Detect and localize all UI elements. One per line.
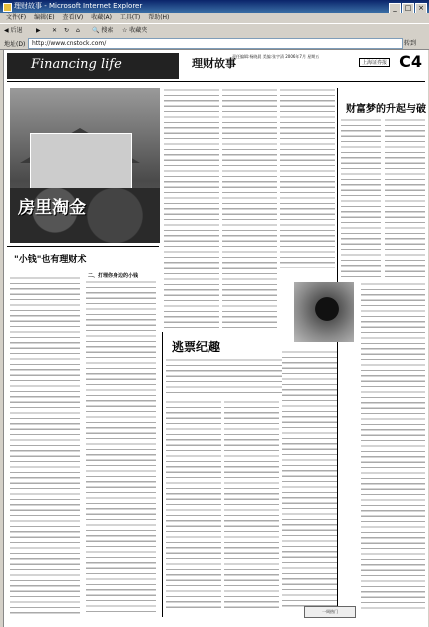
menu-favorites[interactable]: 收藏(A) bbox=[91, 14, 112, 21]
small-money-subtitle: 二、打理你身边的小钱 bbox=[88, 273, 139, 279]
menu-help[interactable]: 帮助(H) bbox=[148, 14, 170, 21]
escape-article-title: 逃票纪趣 bbox=[172, 340, 221, 354]
escape-col1 bbox=[166, 400, 221, 610]
forward-button[interactable]: ▶ bbox=[36, 27, 41, 34]
toolbar bbox=[0, 23, 429, 38]
window-titlebar bbox=[0, 0, 429, 13]
column-divider bbox=[337, 88, 338, 618]
maximize-button[interactable]: □ bbox=[402, 3, 414, 14]
search-label: 搜索 bbox=[101, 27, 114, 34]
address-bar bbox=[0, 37, 429, 50]
search-button[interactable]: 🔍 搜索 bbox=[92, 27, 114, 34]
window-title: 理财故事 - Microsoft Internet Explorer bbox=[14, 2, 143, 10]
escape-intro bbox=[166, 358, 291, 396]
page-number: C4 bbox=[399, 52, 422, 71]
ie-icon bbox=[3, 3, 12, 12]
small-money-title: "小钱"也有理财术 bbox=[14, 255, 87, 265]
section-title: 理财故事 bbox=[192, 57, 236, 70]
newspaper-page bbox=[3, 50, 428, 627]
back-button[interactable]: ◀ 后退 bbox=[4, 27, 23, 34]
footer-note: 一周热门 bbox=[304, 606, 356, 618]
menu-file[interactable]: 文件(F) bbox=[6, 14, 27, 21]
home-icon[interactable]: ⌂ bbox=[76, 27, 80, 34]
house-article-col1 bbox=[164, 88, 219, 328]
masthead-info: 责任编辑:杨晓晨 美编:张宇清 2006年7月 星期五 bbox=[232, 54, 320, 59]
left-divider bbox=[7, 246, 159, 247]
dream-col1 bbox=[341, 118, 381, 278]
favorites-label: 收藏夹 bbox=[129, 27, 148, 34]
paper-label: 上海证券报 bbox=[359, 58, 390, 67]
house-article-col3 bbox=[280, 88, 335, 268]
masthead-banner bbox=[7, 53, 179, 79]
header-divider bbox=[7, 81, 425, 82]
house-article-col2 bbox=[222, 88, 277, 328]
escape-col3 bbox=[282, 350, 337, 610]
address-label: 地址(D) bbox=[4, 41, 26, 48]
house-photo bbox=[10, 88, 160, 243]
dream-article-title: 财富梦的升起与破 bbox=[346, 104, 426, 115]
small-money-col1 bbox=[10, 276, 80, 616]
address-input[interactable]: http://www.cnstock.com/ bbox=[28, 38, 403, 49]
house-article-title: 房里淘金 bbox=[18, 198, 86, 218]
dream-col2 bbox=[385, 118, 425, 278]
mid-divider bbox=[162, 332, 163, 617]
house-shape bbox=[30, 133, 132, 190]
small-money-col2 bbox=[86, 280, 156, 616]
back-label: 后退 bbox=[10, 27, 23, 34]
refresh-icon[interactable]: ↻ bbox=[64, 27, 70, 34]
stop-icon[interactable]: ✕ bbox=[52, 27, 58, 34]
escape-col2 bbox=[224, 400, 279, 610]
masthead-brand: Financing life bbox=[31, 57, 122, 72]
favorites-button[interactable]: ☆ 收藏夹 bbox=[122, 27, 148, 34]
menu-edit[interactable]: 编辑(E) bbox=[34, 14, 55, 21]
menu-bar bbox=[0, 13, 429, 23]
go-button[interactable]: 转到 bbox=[404, 40, 417, 47]
dream-col3 bbox=[361, 282, 425, 612]
menu-tools[interactable]: 工具(T) bbox=[119, 14, 141, 21]
close-button[interactable]: × bbox=[415, 3, 427, 14]
menu-view[interactable]: 查看(V) bbox=[62, 14, 84, 21]
minimize-button[interactable]: _ bbox=[389, 3, 401, 14]
masked-thief-photo bbox=[294, 282, 354, 342]
